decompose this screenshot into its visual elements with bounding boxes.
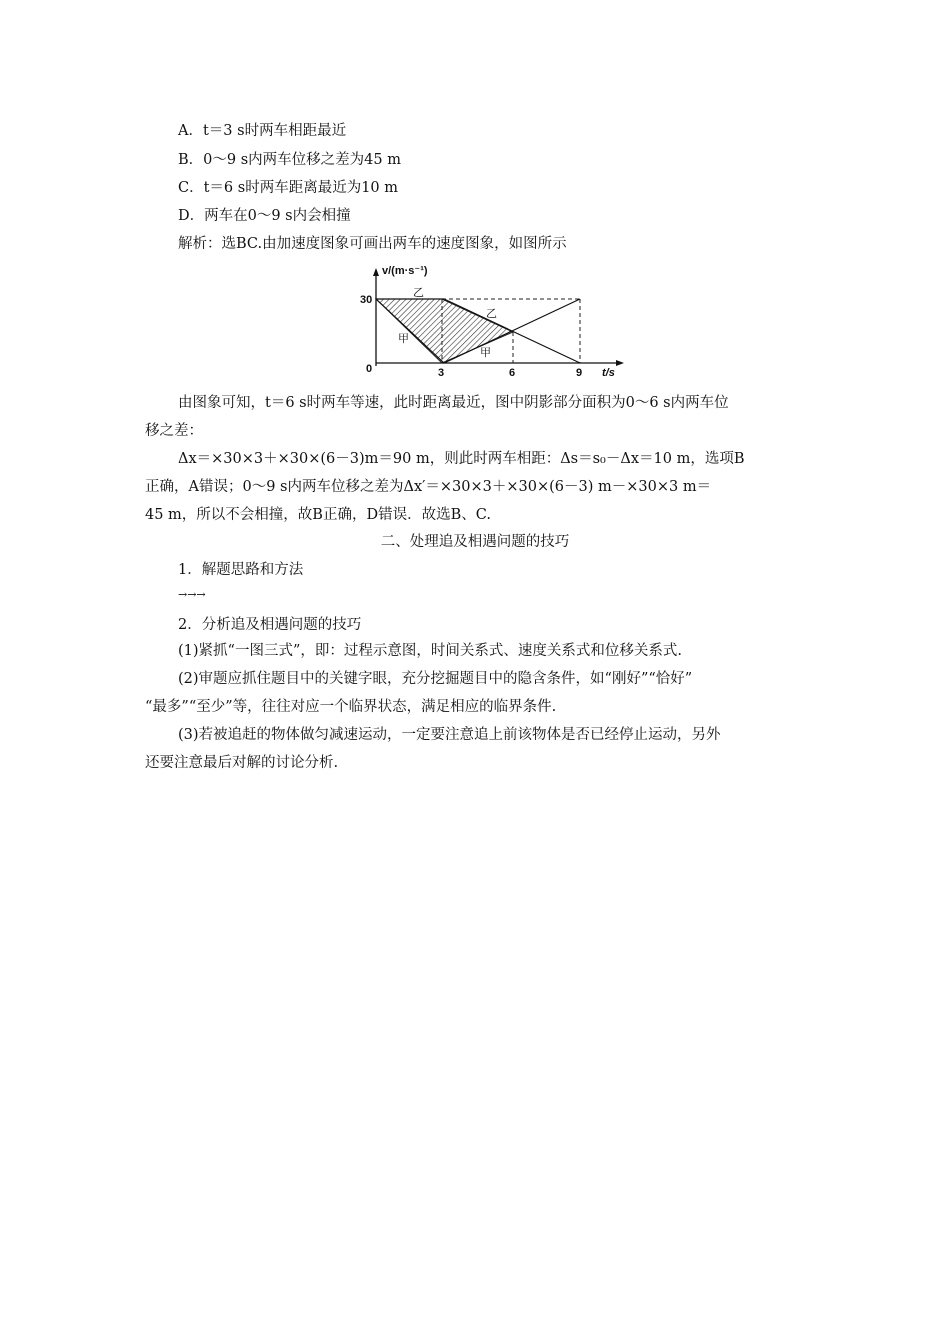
label-yi-top: 乙 [413,286,424,299]
y-tick-30: 30 [360,294,373,306]
sub-item-3-line-1: (3)若被追赶的物体做匀减速运动，一定要注意追上前该物体是否已经停止运动，另外 [178,727,721,743]
analysis-line-2: 移之差： [145,423,203,439]
calc-line-3: 45 m，所以不会相撞，故B正确，D错误．故选B、C. [145,507,491,523]
option-b: B．0～9 s内两车位移之差为45 m [178,152,401,168]
label-jia-left: 甲 [398,332,409,345]
item-1: 1．解题思路和方法 [178,562,304,578]
calc-line-2: 正确，A错误；0～9 s内两车位移之差为Δx′＝×30×3＋×30×(6－3) m－×30×3 m＝ [145,479,712,495]
option-c: C．t＝6 s时两车距离最近为10 m [178,180,399,196]
label-yi-mid: 乙 [486,307,497,320]
section-title: 二、处理追及相遇问题的技巧 [380,534,570,550]
sub-item-3-line-2: 还要注意最后对解的讨论分析. [145,755,339,771]
y-axis-arrow-icon [373,268,379,276]
label-jia-right: 甲 [480,346,491,359]
item-2: 2．分析追及相遇问题的技巧 [178,617,362,633]
option-a: A．t＝3 s时两车相距最近 [178,123,347,139]
x-tick-9: 9 [576,367,583,379]
sub-item-1: (1)紧抓“一图三式”，即：过程示意图，时间关系式、速度关系式和位移关系式. [178,643,682,659]
origin-label: 0 [366,363,373,375]
x-tick-6: 6 [509,367,516,379]
analysis-line-1: 由图象可知，t＝6 s时两车等速，此时距离最近，图中阴影部分面积为0～6 s内两车位 [178,395,729,411]
sub-item-2-line-1: (2)审题应抓住题目中的关键字眼，充分挖掘题目中的隐含条件，如“刚好”“恰好” [178,671,693,687]
x-axis-label: t/s [602,367,615,379]
solution-intro: 解析：选BC.由加速度图象可画出两车的速度图象，如图所示 [178,236,567,252]
arrows: →→→ [178,588,206,601]
velocity-time-graph [358,262,628,382]
x-tick-3: 3 [438,367,445,379]
y-axis-label: v/(m·s⁻¹) [382,265,428,277]
option-d: D．两车在0～9 s内会相撞 [178,208,351,224]
sub-item-2-line-2: “最多”“至少”等，往往对应一个临界状态，满足相应的临界条件. [145,699,557,715]
calc-line-1: Δx＝×30×3＋×30×(6－3)m＝90 m，则此时两车相距：Δs＝s₀－Δx＝10 m，选项B [178,451,745,467]
x-axis-arrow-icon [616,360,624,366]
